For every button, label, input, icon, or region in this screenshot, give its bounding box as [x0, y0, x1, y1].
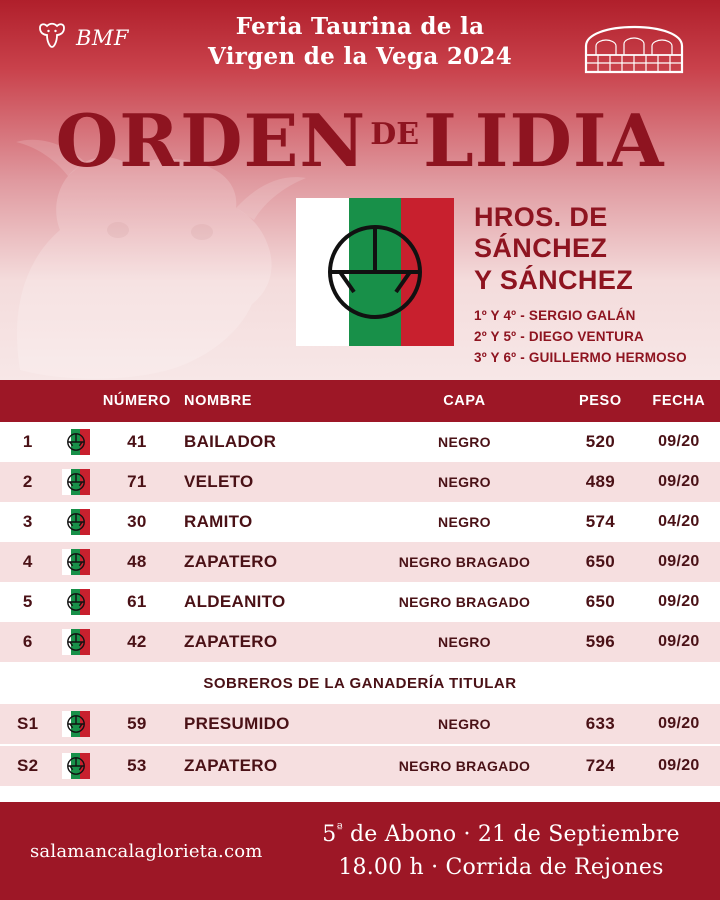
cell-orden: 6 — [22, 632, 33, 651]
cell-capa: NEGRO — [438, 434, 491, 450]
cell-fecha: 09/20 — [658, 593, 700, 610]
mini-ranch-flag-icon — [62, 509, 90, 535]
mini-ranch-flag-icon — [62, 629, 90, 655]
torero-list — [474, 306, 687, 369]
title-de: DE — [370, 117, 420, 152]
mini-ranch-flag-icon — [62, 429, 90, 455]
sobreros-section-title: SOBREROS DE LA GANADERÍA TITULAR — [0, 662, 720, 704]
event-number: 5 — [322, 822, 337, 847]
mini-brand-mark-icon — [62, 429, 90, 455]
cell-fecha: 09/20 — [658, 633, 700, 650]
cell-orden: 5 — [22, 592, 33, 611]
table-row — [0, 582, 720, 622]
cell-fecha: 09/20 — [658, 433, 700, 450]
cell-brand-mark — [56, 629, 96, 655]
table-row — [0, 622, 720, 662]
mini-brand-mark-icon — [62, 549, 90, 575]
cell-peso: 633 — [585, 714, 615, 733]
cell-orden: 3 — [22, 512, 33, 531]
poster-footer — [0, 802, 720, 900]
cell-capa: NEGRO BRAGADO — [398, 554, 531, 570]
cell-brand-mark — [56, 711, 96, 737]
cell-capa: NEGRO — [438, 474, 491, 490]
cell-orden: S2 — [17, 756, 39, 775]
ranch-name-line-1: HROS. DE — [474, 202, 608, 232]
cell-nombre: ZAPATERO — [184, 552, 278, 571]
mini-brand-mark-icon — [62, 509, 90, 535]
mini-ranch-flag-icon — [62, 469, 90, 495]
event-info — [300, 818, 720, 884]
poster-header — [0, 0, 720, 380]
table-row — [0, 746, 720, 786]
cell-brand-mark — [56, 753, 96, 779]
event-ordinal-suffix: ª — [336, 821, 343, 837]
cell-nombre: ALDEANITO — [184, 592, 286, 611]
cell-capa: NEGRO — [438, 514, 491, 530]
mini-ranch-flag-icon — [62, 589, 90, 615]
mini-ranch-flag-icon — [62, 711, 90, 737]
th-numero: NÚMERO — [102, 393, 171, 409]
title-lidia: LIDIA — [423, 98, 665, 183]
brand-label: BMF — [76, 26, 130, 50]
table-header-row — [0, 380, 720, 422]
table-row — [0, 704, 720, 744]
cell-capa: NEGRO — [438, 634, 491, 650]
mini-ranch-flag-icon — [62, 753, 90, 779]
cell-numero: 30 — [127, 512, 147, 531]
cell-peso: 489 — [585, 472, 615, 491]
cell-numero: 53 — [127, 756, 147, 775]
mini-brand-mark-icon — [62, 589, 90, 615]
cell-fecha: 04/20 — [658, 513, 700, 530]
cell-orden: 1 — [22, 432, 33, 451]
mini-brand-mark-icon — [62, 629, 90, 655]
ranch-flag — [296, 198, 454, 346]
mini-brand-mark-icon — [62, 753, 90, 779]
mini-brand-mark-icon — [62, 711, 90, 737]
event-line-1-rest: de Abono · 21 de Septiembre — [342, 822, 680, 847]
cell-orden: S1 — [17, 714, 39, 733]
ranch-block — [296, 198, 687, 369]
cell-brand-mark — [56, 549, 96, 575]
th-nombre: NOMBRE — [184, 393, 253, 409]
th-capa: CAPA — [443, 393, 486, 409]
cell-brand-mark — [56, 429, 96, 455]
ranch-name-line-2: SÁNCHEZ — [474, 233, 608, 264]
cell-numero: 41 — [127, 432, 147, 451]
table-row — [0, 462, 720, 502]
torero-item: 3º Y 6º - GUILLERMO HERMOSO — [474, 349, 687, 365]
cell-peso: 520 — [585, 432, 615, 451]
cell-nombre: BAILADOR — [184, 432, 277, 451]
ranch-text — [474, 198, 687, 369]
cell-brand-mark — [56, 589, 96, 615]
torero-item: 1º Y 4º - SERGIO GALÁN — [474, 307, 636, 323]
bullring-building-icon — [582, 22, 686, 76]
cell-numero: 61 — [127, 592, 147, 611]
mini-ranch-flag-icon — [62, 549, 90, 575]
cell-fecha: 09/20 — [658, 473, 700, 490]
cell-nombre: ZAPATERO — [184, 756, 278, 775]
cell-brand-mark — [56, 509, 96, 535]
page-title — [0, 98, 720, 183]
feria-line-2: Virgen de la Vega 2024 — [207, 43, 513, 71]
cell-capa: NEGRO — [438, 716, 491, 732]
table-row — [0, 542, 720, 582]
cell-nombre: RAMITO — [184, 512, 253, 531]
th-peso: PESO — [579, 393, 622, 409]
cell-peso: 596 — [585, 632, 615, 651]
cell-peso: 574 — [585, 512, 615, 531]
cell-peso: 650 — [585, 592, 615, 611]
cell-peso: 724 — [585, 756, 615, 775]
cell-nombre: PRESUMIDO — [184, 714, 290, 733]
cell-fecha: 09/20 — [658, 553, 700, 570]
cell-orden: 4 — [22, 552, 33, 571]
cell-brand-mark — [56, 469, 96, 495]
table-row — [0, 422, 720, 462]
cell-numero: 42 — [127, 632, 147, 651]
cell-capa: NEGRO BRAGADO — [398, 758, 531, 774]
website-link[interactable]: salamancalaglorieta.com — [30, 840, 263, 862]
cell-orden: 2 — [22, 472, 33, 491]
cell-numero: 59 — [127, 714, 147, 733]
title-orden: ORDEN — [55, 98, 367, 183]
ranch-name-line-3: Y SÁNCHEZ — [474, 264, 634, 295]
mini-brand-mark-icon — [62, 469, 90, 495]
table-row — [0, 502, 720, 542]
cell-numero: 71 — [127, 472, 147, 491]
cell-numero: 48 — [127, 552, 147, 571]
event-line-2: 18.00 h · Corrida de Rejones — [338, 855, 664, 880]
cell-peso: 650 — [585, 552, 615, 571]
ranch-brand-mark-icon — [296, 198, 454, 346]
cell-nombre: ZAPATERO — [184, 632, 278, 651]
cell-nombre: VELETO — [184, 472, 254, 491]
cell-fecha: 09/20 — [658, 715, 700, 732]
event-line-1 — [300, 818, 702, 851]
cell-capa: NEGRO BRAGADO — [398, 594, 531, 610]
th-fecha: FECHA — [652, 393, 706, 409]
cell-fecha: 09/20 — [658, 757, 700, 774]
feria-line-1: Feria Taurina de la — [235, 13, 485, 40]
torero-item: 2º Y 5º - DIEGO VENTURA — [474, 328, 645, 344]
